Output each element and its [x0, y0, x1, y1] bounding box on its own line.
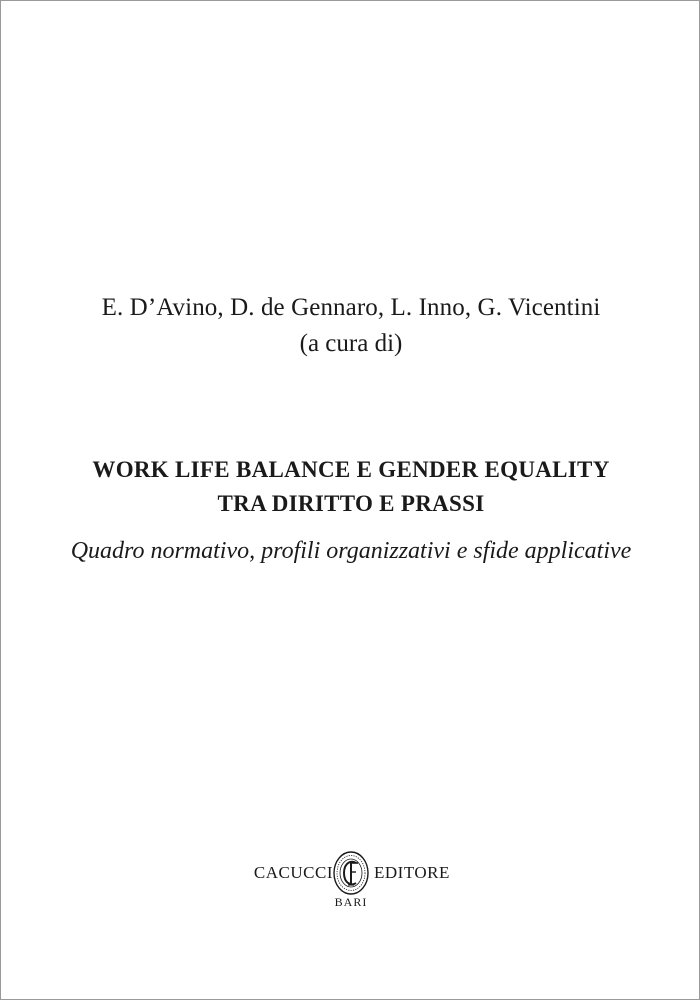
editor-note: (a cura di): [299, 330, 403, 357]
cacucci-cf-monogram-icon: [332, 849, 370, 897]
book-title-line-1: WORK LIFE BALANCE E GENDER EQUALITY: [92, 457, 610, 482]
publisher-imprint: [1, 849, 700, 901]
publisher-city: BARI: [334, 895, 368, 909]
publisher-name-right: EDITORE: [374, 863, 450, 882]
authors-line: E. D’Avino, D. de Gennaro, L. Inno, G. Vicentini: [101, 294, 601, 321]
book-subtitle: Quadro normativo, profili organizzativi e sfide applicative: [70, 538, 632, 564]
book-title: [1, 453, 700, 521]
book-title-line-2: TRA DIRITTO E PRASSI: [217, 491, 485, 516]
publisher-name-left: CACUCCI: [253, 863, 333, 882]
